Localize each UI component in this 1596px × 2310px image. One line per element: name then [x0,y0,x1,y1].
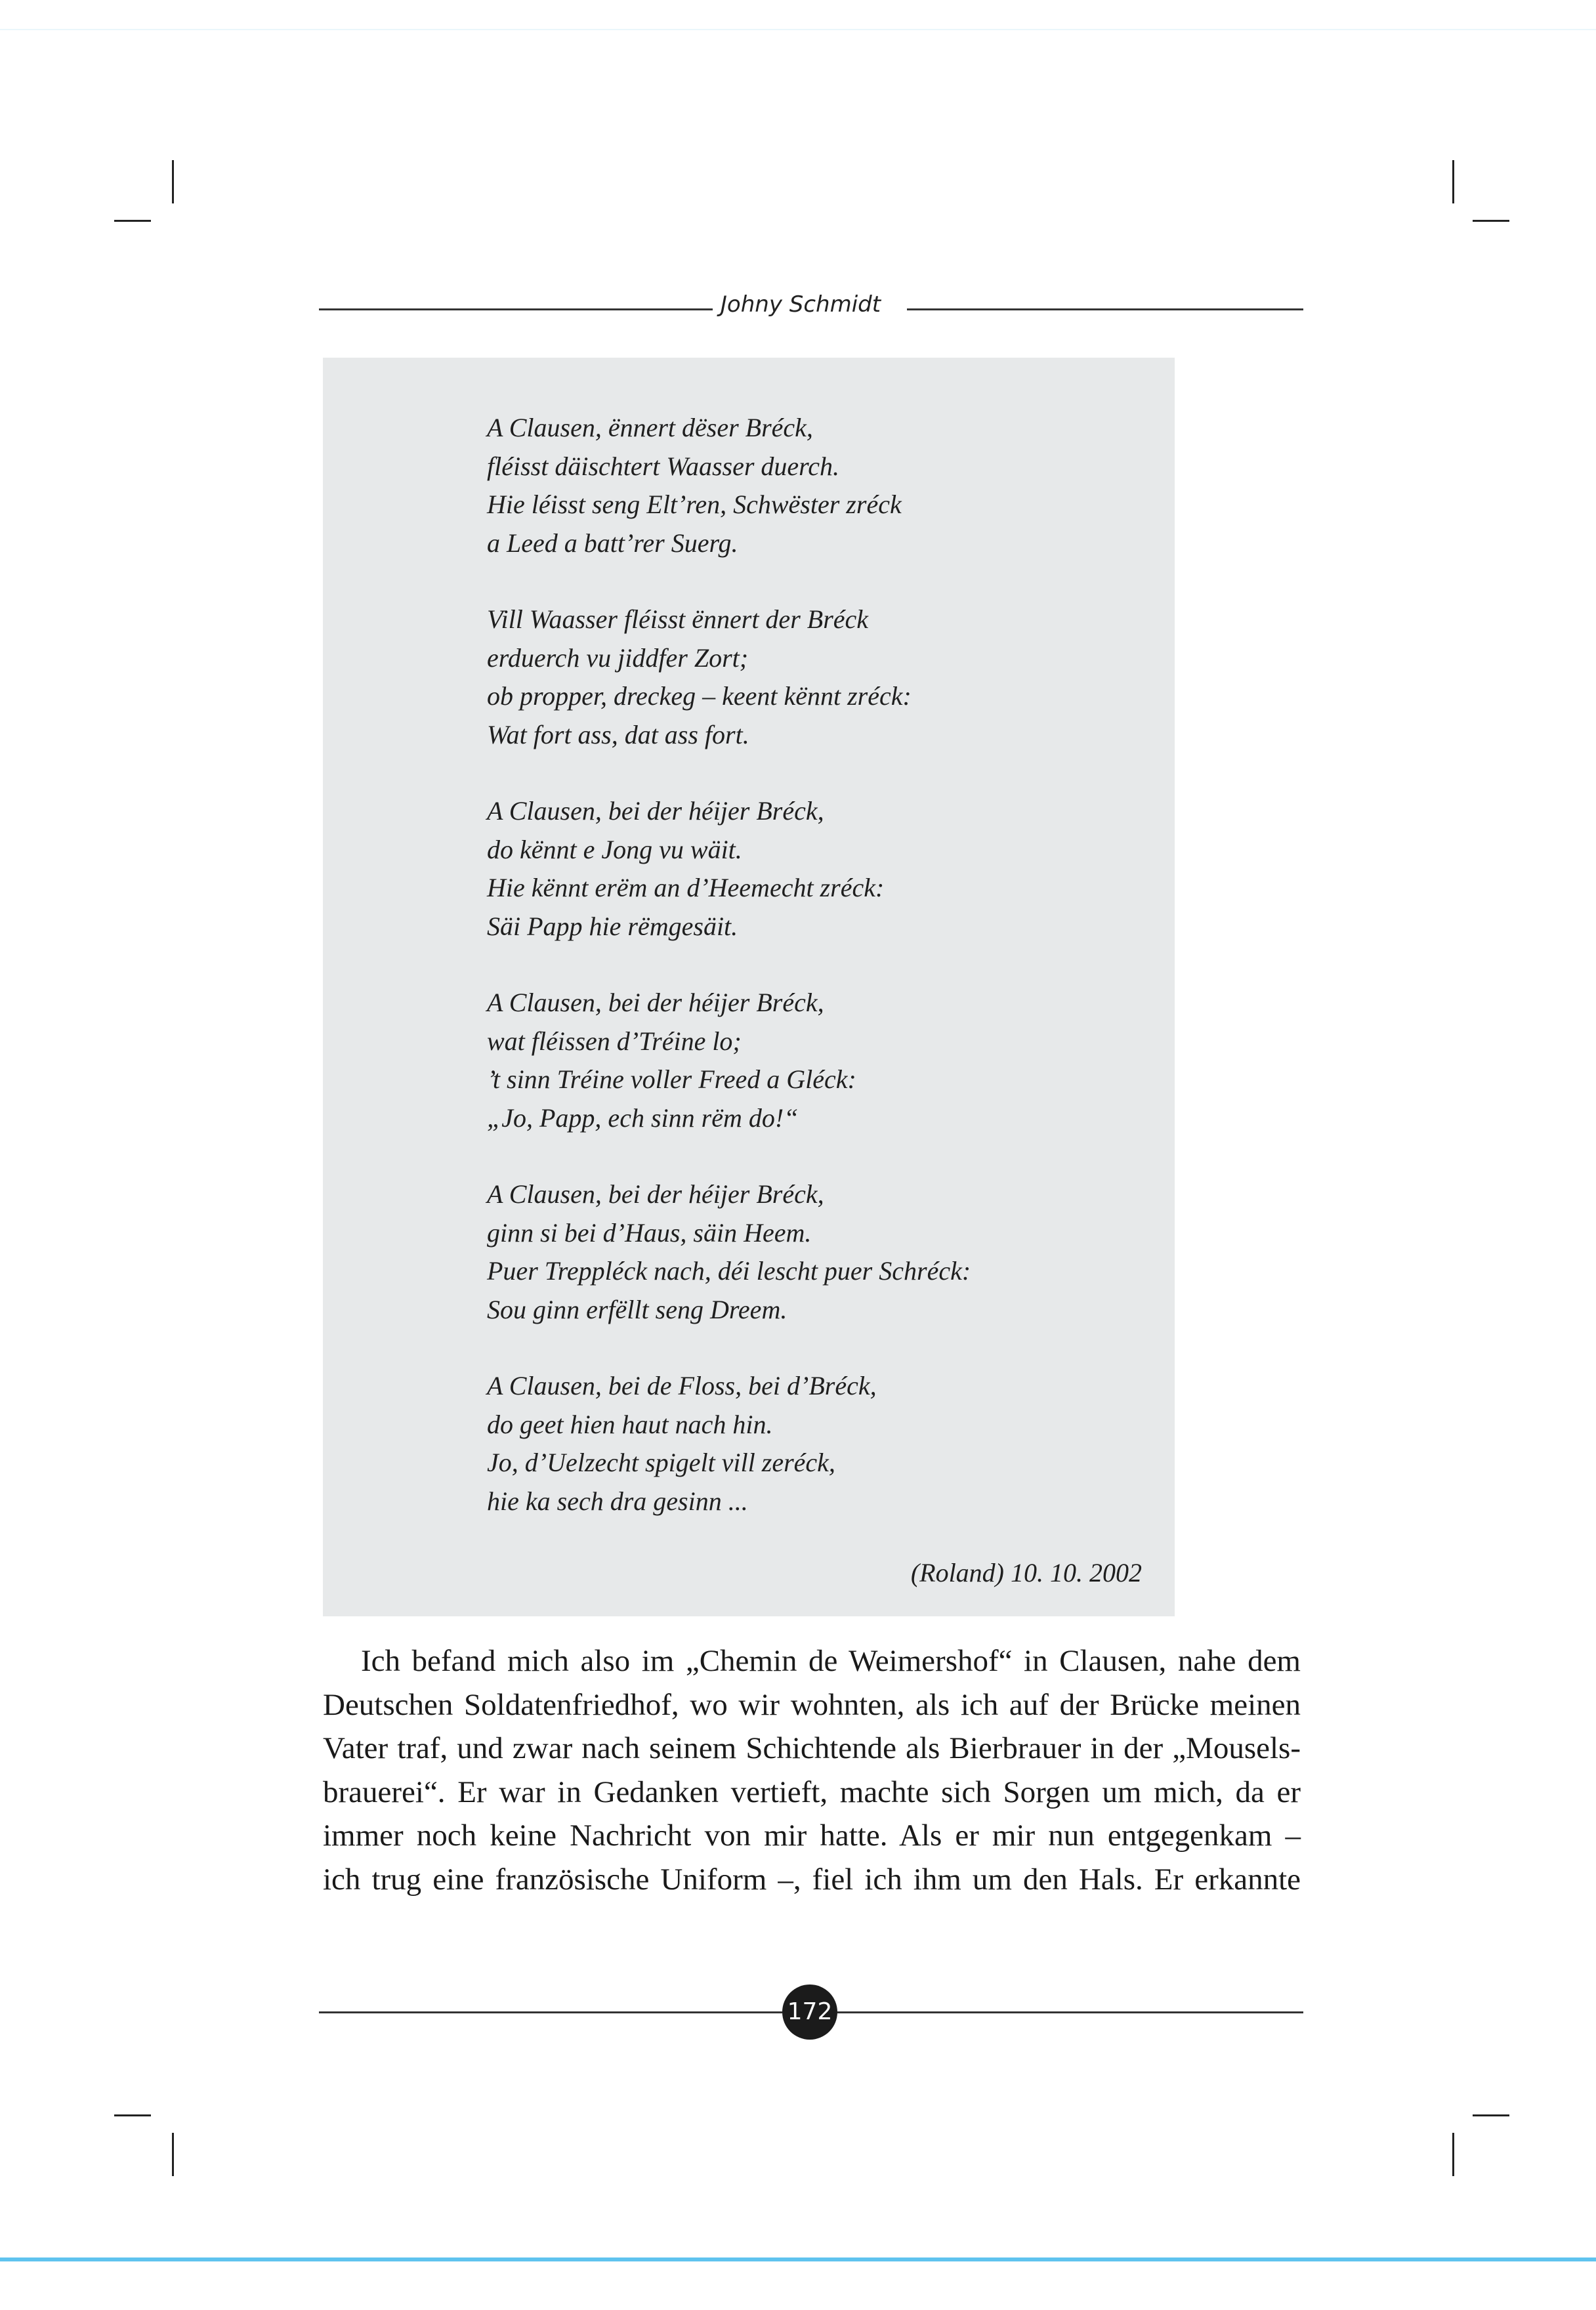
paragraph-line: immer noch keine Nachricht von mir hatte. Als er mir nun entgegenkam – [323,1818,1301,1853]
page-number-badge: 172 [782,1984,837,2040]
scan-top-edge [0,29,1596,30]
paragraph-line: Deutschen Soldatenfriedhof, wo wir wohnten, als ich auf der Brücke meinen [323,1687,1301,1722]
poem-line: fléisst däischtert Waasser duerch. [487,451,840,481]
crop-mark-top-right-h [1473,220,1509,222]
poem-line: A Clausen, bei de Floss, bei d’Bréck, [487,1371,877,1400]
poem-line: A Clausen, bei der héijer Bréck, [487,796,824,826]
poem-line: ginn si bei d’Haus, säin Heem. [487,1217,812,1248]
poem-stanza [487,409,902,562]
crop-mark-bottom-left-h [114,2114,151,2116]
poem-stanza [487,1175,971,1329]
poem-line: Säi Papp hie rëmgesäit. [487,911,738,941]
paragraph-line: brauerei“. Er war in Gedanken vertieft, machte sich Sorgen um mich, da er [323,1774,1301,1809]
poem-line: A Clausen, bei der héijer Bréck, [487,1179,824,1209]
poem-line: Hie léisst seng Elt’ren, Schwëster zréck [487,490,902,519]
poem-line: wat fléissen d’Tréine lo; [487,1026,742,1056]
crop-mark-top-left-h [114,220,151,222]
header-rule-left [319,308,713,310]
crop-mark-bottom-left-v [172,2133,174,2176]
poem-line: Puer Treppléck nach, déi lescht puer Schréck: [487,1256,971,1286]
poem-line: „Jo, Papp, ech sinn rëm do!“ [487,1102,799,1133]
poem-line: hie ka sech dra gesinn ... [487,1486,748,1516]
poem-line: ’t sinn Tréine voller Freed a Gléck: [487,1064,856,1094]
crop-mark-top-right-v [1452,160,1454,203]
footer-rule-right [837,2011,1303,2013]
crop-mark-top-left-v [172,160,174,203]
crop-mark-bottom-right-v [1452,2133,1454,2176]
poem-line: erduerch vu jiddfer Zort; [487,642,749,673]
footer-rule-left [319,2011,782,2013]
poem-stanza [487,984,856,1137]
poem-box [323,358,1175,1616]
body-paragraph [323,1639,1301,1901]
scan-bottom-edge [0,2258,1596,2261]
poem-signature: (Roland) 10. 10. 2002 [910,1558,1142,1587]
crop-mark-bottom-right-h [1473,2114,1509,2116]
poem-line: A Clausen, ënnert dëser Bréck, [487,413,813,442]
poem-line: do geet hien haut nach hin. [487,1409,773,1439]
paragraph-line: Vater traf, und zwar nach seinem Schichtende als Bierbrauer in der „Mousels- [323,1731,1301,1765]
paragraph-line: Ich befand mich also im „Chemin de Weimershof“ in Clausen, nahe dem [361,1644,1301,1678]
poem-line: Jo, d’Uelzecht spigelt vill zeréck, [487,1448,835,1477]
header-rule-right [907,308,1303,310]
poem-stanza [487,1367,877,1521]
poem-line: a Leed a batt’rer Suerg. [487,528,738,558]
poem-line: Sou ginn erfëllt seng Dreem. [487,1294,788,1324]
poem-line: Vill Waasser fléisst ënnert der Bréck [487,604,869,634]
poem-line: do kënnt e Jong vu wäit. [487,834,742,864]
poem-stanza [487,792,884,946]
poem-stanza [487,600,912,754]
poem-line: A Clausen, bei der héijer Bréck, [487,988,824,1017]
poem-line: ob propper, dreckeg – keent kënnt zréck: [487,681,912,711]
paragraph-line: ich trug eine französische Uniform –, fiel ich ihm um den Hals. Er erkannte [323,1862,1301,1897]
running-header-author: Johny Schmidt [720,291,881,318]
poem-line: Wat fort ass, dat ass fort. [487,719,749,749]
poem-line: Hie kënnt erëm an d’Heemecht zréck: [487,873,885,902]
